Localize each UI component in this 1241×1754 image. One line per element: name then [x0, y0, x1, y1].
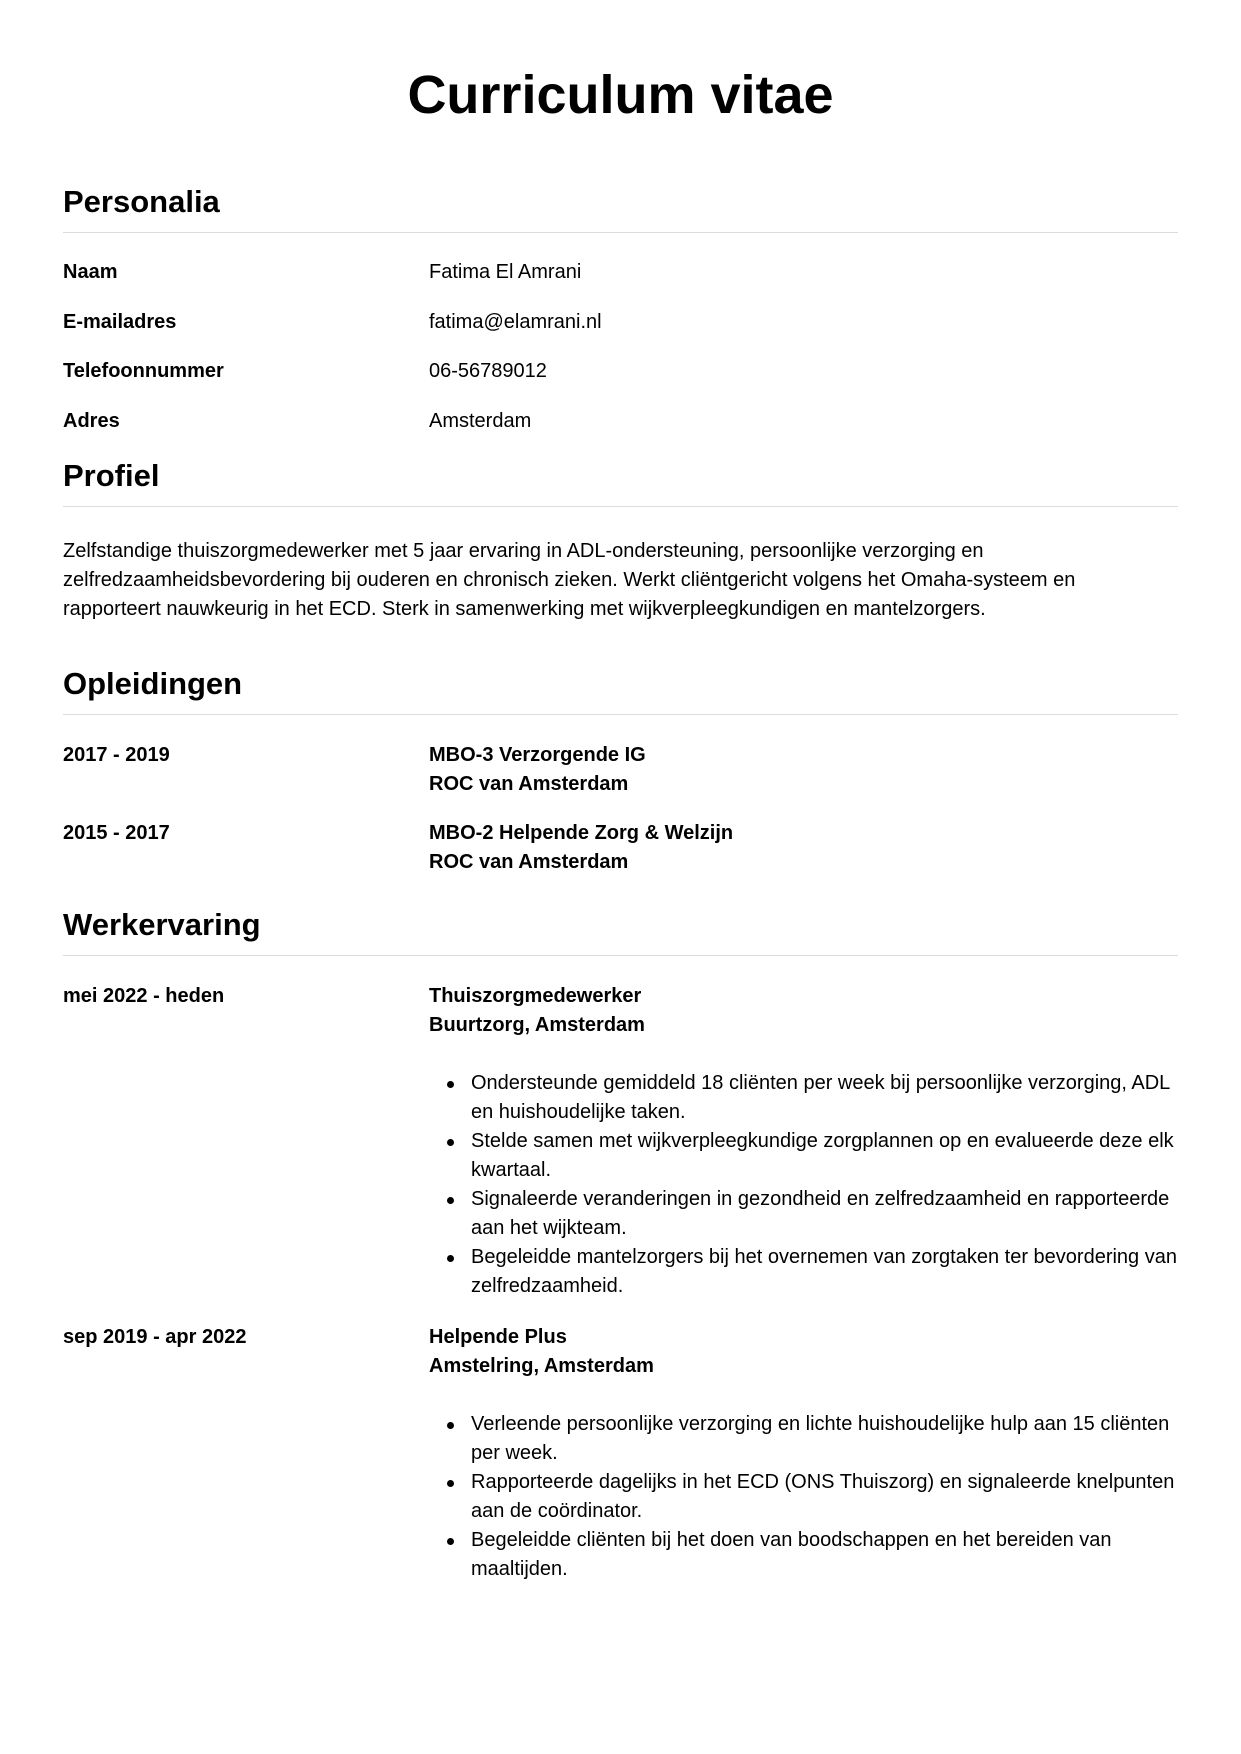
work-bullet: Ondersteunde gemiddeld 18 cliënten per week bij persoonlijke verzorging, ADL en huishoudelijke taken.	[471, 1069, 1178, 1127]
work-entry	[63, 1323, 1178, 1584]
education-institution: ROC van Amsterdam	[429, 773, 629, 795]
personalia-value: Fatima El Amrani	[429, 261, 582, 283]
personalia-table	[63, 258, 1178, 436]
personalia-label: E-mailadres	[63, 310, 177, 333]
work-role: Thuiszorgmedewerker	[429, 985, 642, 1007]
section-profiel	[63, 456, 1178, 624]
personalia-label: Telefoonnummer	[63, 360, 224, 382]
document-title: Curriculum vitae	[407, 65, 834, 125]
section-divider	[63, 955, 1178, 956]
work-role: Helpende Plus	[429, 1326, 567, 1348]
personalia-value: 06-56789012	[429, 360, 547, 382]
work-detail	[429, 982, 1178, 1301]
work-employer: Amstelring, Amsterdam	[429, 1355, 654, 1377]
personalia-row-name	[63, 258, 1178, 287]
section-divider	[63, 714, 1178, 715]
personalia-value: fatima@elamrani.nl	[429, 310, 602, 333]
education-institution: ROC van Amsterdam	[429, 851, 629, 873]
work-entry	[63, 982, 1178, 1301]
personalia-label: Naam	[63, 261, 118, 283]
section-werkervaring	[63, 905, 1178, 1584]
education-entry	[63, 819, 1178, 877]
work-detail	[429, 1323, 1178, 1584]
work-bullet: Verleende persoonlijke verzorging en lichte huishoudelijke hulp aan 15 cliënten per week.	[471, 1410, 1178, 1468]
personalia-label: Adres	[63, 409, 120, 432]
profile-summary: Zelfstandige thuiszorgmedewerker met 5 jaar ervaring in ADL-ondersteuning, persoonlijke verzorging en zelfredzaamheidsbevordering bij ouderen en chronisch zieken. Werkt cliëntgericht volgens het Omaha-systeem en rapporteert nauwkeurig in het ECD. Sterk in samenwerking met wijkverpleegkundigen en mantelzorgers.	[63, 540, 1076, 620]
work-employer: Buurtzorg, Amsterdam	[429, 1014, 645, 1036]
section-heading-werkervaring: Werkervaring	[63, 907, 261, 942]
work-bullet: Stelde samen met wijkverpleegkundige zorgplannen op en evalueerde deze elk kwartaal.	[471, 1127, 1178, 1185]
education-title: MBO-2 Helpende Zorg & Welzijn	[429, 822, 734, 844]
section-heading-personalia: Personalia	[63, 184, 220, 219]
work-period: sep 2019 - apr 2022	[63, 1326, 247, 1348]
personalia-row-phone	[63, 357, 1178, 386]
section-personalia	[63, 182, 1178, 436]
education-list	[63, 741, 1178, 877]
work-period: mei 2022 - heden	[63, 985, 225, 1007]
work-bullet: Begeleidde mantelzorgers bij het overnemen van zorgtaken ter bevordering van zelfredzaamheid.	[471, 1243, 1178, 1301]
section-heading-profiel: Profiel	[63, 458, 160, 493]
personalia-row-email	[63, 308, 1178, 337]
education-title: MBO-3 Verzorgende IG	[429, 744, 646, 766]
education-detail	[429, 741, 1178, 799]
work-bullet: Begeleidde cliënten bij het doen van boodschappen en het bereiden van maaltijden.	[471, 1526, 1178, 1584]
section-heading-opleidingen: Opleidingen	[63, 666, 243, 701]
work-bullet-list	[429, 1410, 1178, 1584]
education-period: 2015 - 2017	[63, 822, 170, 844]
section-divider	[63, 232, 1178, 233]
personalia-row-address	[63, 407, 1178, 436]
section-divider	[63, 506, 1178, 507]
section-opleidingen	[63, 664, 1178, 877]
education-detail	[429, 819, 1178, 877]
work-list	[63, 982, 1178, 1584]
personalia-value: Amsterdam	[429, 409, 532, 432]
work-bullet: Signaleerde veranderingen in gezondheid en zelfredzaamheid en rapporteerde aan het wijkteam.	[471, 1185, 1178, 1243]
education-period: 2017 - 2019	[63, 744, 170, 766]
work-bullet: Rapporteerde dagelijks in het ECD (ONS Thuiszorg) en signaleerde knelpunten aan de coördinator.	[471, 1468, 1178, 1526]
work-bullet-list	[429, 1069, 1178, 1301]
education-entry	[63, 741, 1178, 799]
